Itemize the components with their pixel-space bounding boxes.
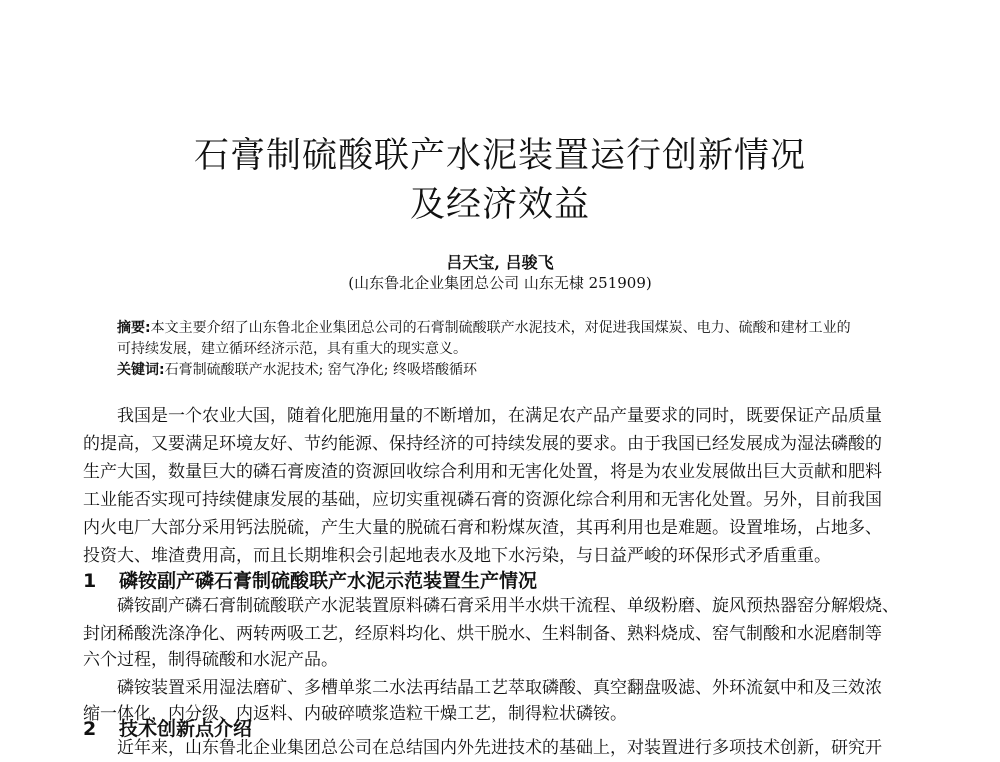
section-title: 技术创新点介绍: [119, 718, 253, 740]
section-number: 1: [83, 570, 97, 592]
keywords-text: 石膏制硫酸联产水泥技术; 窑气净化; 终吸塔酸循环: [164, 362, 477, 378]
section-number: 2: [83, 718, 97, 740]
paragraph-line: 封闭稀酸洗涤净化、两转两吸工艺，经原料均化、烘干脱水、生料制备、熟料烧成、窑气制酸和水泥磨制等: [83, 624, 882, 644]
paragraph-line: 六个过程，制得硫酸和水泥产品。: [83, 650, 338, 670]
paper-title-line-2: 及经济效益: [409, 185, 590, 225]
abstract-label: 摘要:: [117, 320, 151, 336]
paragraph-line: 投资大、堆渣费用高，而且长期堆积会引起地表水及地下水污染，与日益严峻的环保形式矛盾重重。: [83, 546, 831, 566]
paper-title-line-1: 石膏制硫酸联产水泥装置运行创新情况: [193, 136, 806, 176]
abstract-text-1: 本文主要介绍了山东鲁北企业集团总公司的石膏制硫酸联产水泥技术，对促进我国煤炭、电力、硫酸和建材工业的: [150, 320, 851, 336]
paragraph-line: 的提高，又要满足环境友好、节约能源、保持经济的可持续发展的要求。由于我国已经发展成为湿法磷酸的: [83, 434, 882, 454]
affiliation: (山东鲁北企业集团总公司 山东无棣 251909): [348, 274, 652, 292]
authors: 吕天宝, 吕骏飞: [446, 253, 554, 272]
abstract-line-2: 可持续发展，建立循环经济示范，具有重大的现实意义。: [117, 341, 467, 357]
paragraph-line: 近年来，山东鲁北企业集团总公司在总结国内外先进技术的基础上，对装置进行多项技术创新，研究开: [117, 738, 882, 758]
paragraph-line: 我国是一个农业大国，随着化肥施用量的不断增加，在满足农产品产量要求的同时，既要保证产品质量: [117, 406, 882, 426]
paragraph-line: 生产大国，数量巨大的磷石膏废渣的资源回收综合利用和无害化处置，将是为农业发展做出巨大贡献和肥料: [83, 462, 882, 482]
section-title: 磷铵副产磷石膏制硫酸联产水泥示范装置生产情况: [119, 570, 538, 592]
paragraph-line: 内火电厂大部分采用钙法脱硫，产生大量的脱硫石膏和粉煤灰渣，其再利用也是难题。设置堆场，占地多、: [83, 518, 882, 538]
abstract-line-1: [117, 318, 922, 338]
paragraph-line: 缩一体化，内分级、内返料、内破碎喷浆造粒干燥工艺，制得粒状磷铵。: [83, 704, 627, 724]
section-heading-1: [83, 566, 537, 593]
keywords-line: [117, 360, 922, 380]
paragraph-line: 工业能否实现可持续健康发展的基础，应切实重视磷石膏的资源化综合利用和无害化处置。另外，目前我国: [83, 490, 882, 510]
paragraph-line: 磷铵装置采用湿法磨矿、多槽单浆二水法再结晶工艺萃取磷酸、真空翻盘吸滤、外环流氨中和及三效浓: [117, 678, 882, 698]
keywords-label: 关键词:: [117, 362, 165, 378]
paragraph-line: 磷铵副产磷石膏制硫酸联产水泥装置原料磷石膏采用半水烘干流程、单级粉磨、旋风预热器窑分解煅烧、: [117, 596, 899, 616]
